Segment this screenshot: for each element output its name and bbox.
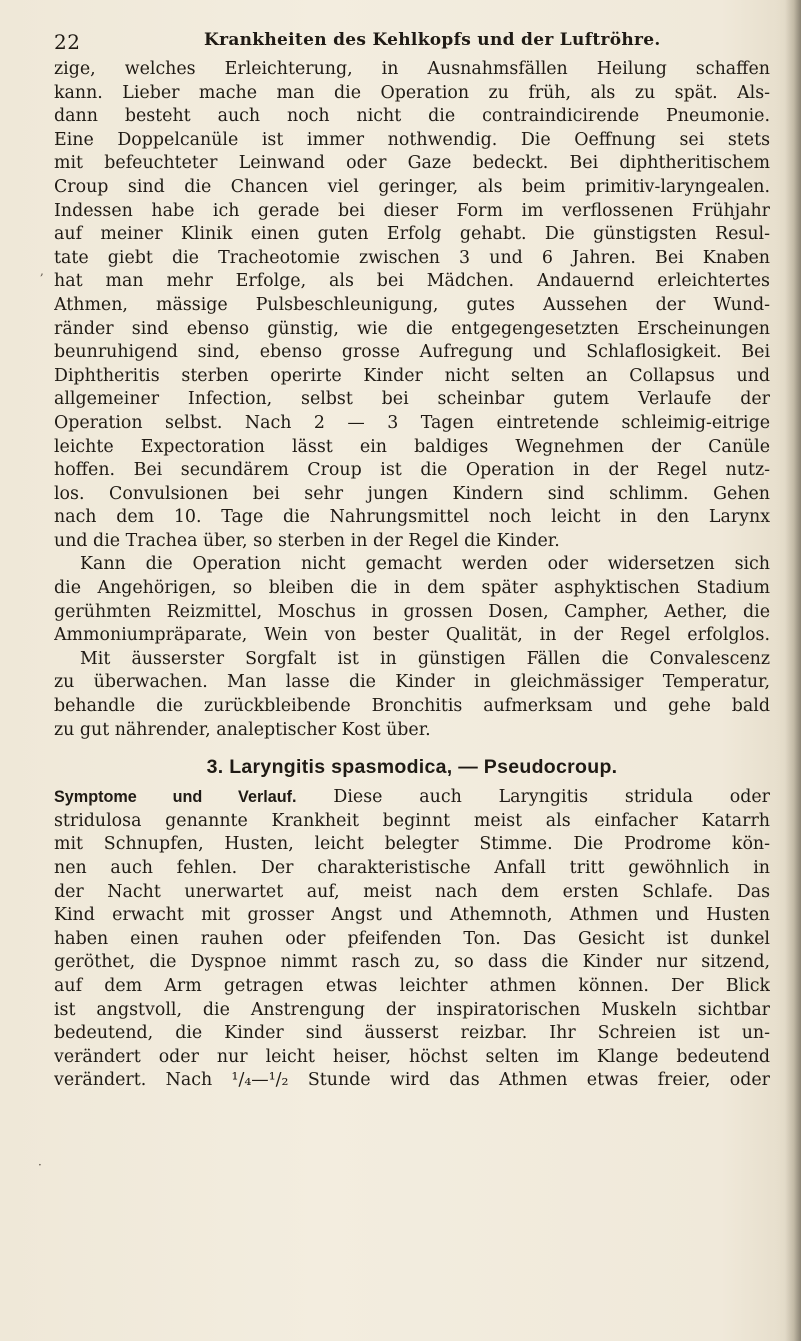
text-line: nen auch fehlen. Der charakteristische Anfall tritt gewöhnlich in — [54, 858, 770, 878]
text-line: der Nacht unerwartet auf, meist nach dem ersten Schlafe. Das — [54, 881, 770, 902]
text-line: mit Schnupfen, Husten, leicht belegter Stimme. Die Prodrome kön- — [54, 834, 770, 855]
text-line: zu überwachen. Man lasse die Kinder in gleichmässiger Temperatur, — [54, 672, 770, 693]
running-head — [54, 28, 774, 58]
text-line: los. Convulsionen bei sehr jungen Kindern sind schlimm. Gehen — [54, 483, 770, 504]
paragraph — [54, 58, 770, 553]
text-fragment: Diese auch Laryngitis stridula oder — [333, 787, 770, 808]
text-line: auf meiner Klinik einen guten Erfolg gehabt. Die günstigsten Resul- — [54, 224, 770, 245]
text-line: Ammoniumpräparate, Wein von bester Qualität, in der Regel erfolglos. — [54, 625, 770, 646]
text-line: Eine Doppelcanüle ist immer nothwendig. Die Oeffnung sei stets — [54, 129, 770, 150]
text-line: allgemeiner Infection, selbst bei scheinbar gutem Verlaufe der — [54, 389, 770, 410]
section-heading: 3. Laryngitis spasmodica, — Pseudocroup. — [206, 756, 618, 779]
text-line: ränder sind ebenso günstig, wie die entgegengesetzten Erscheinungen — [54, 318, 770, 339]
paragraph — [54, 553, 770, 647]
text-line: Athmen, mässige Pulsbeschleunigung, gutes Aussehen der Wund- — [54, 294, 770, 315]
text-line: Diphtheritis sterben operirte Kinder nicht selten an Collapsus und — [54, 365, 770, 386]
text-line: leichte Expectoration lässt ein baldiges Wegnehmen der Canüle — [54, 436, 770, 457]
margin-mark: , — [40, 264, 44, 278]
text-line: hoffen. Bei secundärem Croup ist die Operation in der Regel nutz- — [54, 460, 770, 481]
text-line: hat man mehr Erfolge, als bei Mädchen. Andauernd erleichtertes — [54, 271, 770, 292]
text-line: beunruhigend sind, ebenso grosse Aufregung und Schlaflosigkeit. Bei — [54, 342, 770, 363]
paragraph — [54, 786, 770, 1093]
text-line: stridulosa genannte Krankheit beginnt meist als einfacher Katarrh — [54, 810, 770, 831]
margin-mark: · — [38, 1158, 42, 1172]
text-line: kann. Lieber mache man die Operation zu früh, als zu spät. Als- — [54, 82, 770, 103]
text-line: Kind erwacht mit grosser Angst und Athemnoth, Athmen und Husten — [54, 905, 770, 926]
text-line: auf dem Arm getragen etwas leichter athmen können. Der Blick — [54, 975, 770, 996]
text-line: behandle die zurückbleibende Bronchitis aufmerksam und gehe bald — [54, 696, 770, 717]
text-line: haben einen rauhen oder pfeifenden Ton. Das Gesicht ist dunkel — [54, 928, 770, 949]
text-line: und die Trachea über, so sterben in der Regel die Kinder. — [54, 530, 560, 551]
text-line: Mit äusserster Sorgfalt ist in günstigen Fällen die Convalescenz — [80, 648, 770, 669]
text-line: tate giebt die Tracheotomie zwischen 3 und 6 Jahren. Bei Knaben — [54, 247, 770, 268]
text-line: zige, welches Erleichterung, in Ausnahmsfällen Heilung schaffen — [54, 59, 770, 79]
text-line: nach dem 10. Tage die Nahrungsmittel noch leicht in den Larynx — [54, 507, 770, 528]
text-line: bedeutend, die Kinder sind äusserst reizbar. Ihr Schreien ist un- — [54, 1023, 770, 1044]
text-line: die Angehörigen, so bleiben die in dem später asphyktischen Stadium — [54, 578, 770, 599]
page-number: 22 — [54, 30, 81, 54]
text-line: Kann die Operation nicht gemacht werden oder widersetzen sich — [80, 554, 770, 575]
text-line: Operation selbst. Nach 2 — 3 Tagen eintretende schleimig-eitrige — [54, 412, 770, 433]
body-text — [54, 58, 770, 1093]
text-line: verändert oder nur leicht heiser, höchst selten im Klange bedeutend — [54, 1046, 770, 1067]
text-line: geröthet, die Dyspnoe nimmt rasch zu, so dass die Kinder nur sitzend, — [54, 952, 770, 973]
text-line — [54, 786, 770, 810]
paragraph — [54, 648, 770, 742]
page-edge-shadow — [785, 0, 801, 1341]
text-line: ist angstvoll, die Anstrengung der inspiratorischen Muskeln sichtbar — [54, 999, 770, 1020]
running-title: Krankheiten des Kehlkopfs und der Luftröhre. — [204, 30, 661, 50]
text-line: gerühmten Reizmittel, Moschus in grossen Dosen, Campher, Aether, die — [54, 601, 770, 622]
text-line: Croup sind die Chancen viel geringer, als beim primitiv-laryngealen. — [54, 176, 770, 197]
text-line: zu gut nährender, analeptischer Kost über. — [54, 719, 431, 740]
run-in-heading: Symptome und Verlauf. — [54, 788, 297, 807]
text-line: Indessen habe ich gerade bei dieser Form im verflossenen Frühjahr — [54, 200, 770, 221]
text-line: dann besteht auch noch nicht die contraindicirende Pneumonie. — [54, 106, 770, 127]
text-line: mit befeuchteter Leinwand oder Gaze bedeckt. Bei diphtheritischem — [54, 153, 770, 174]
text-line: verändert. Nach ¹/₄—¹/₂ Stunde wird das Athmen etwas freier, oder — [54, 1070, 770, 1091]
